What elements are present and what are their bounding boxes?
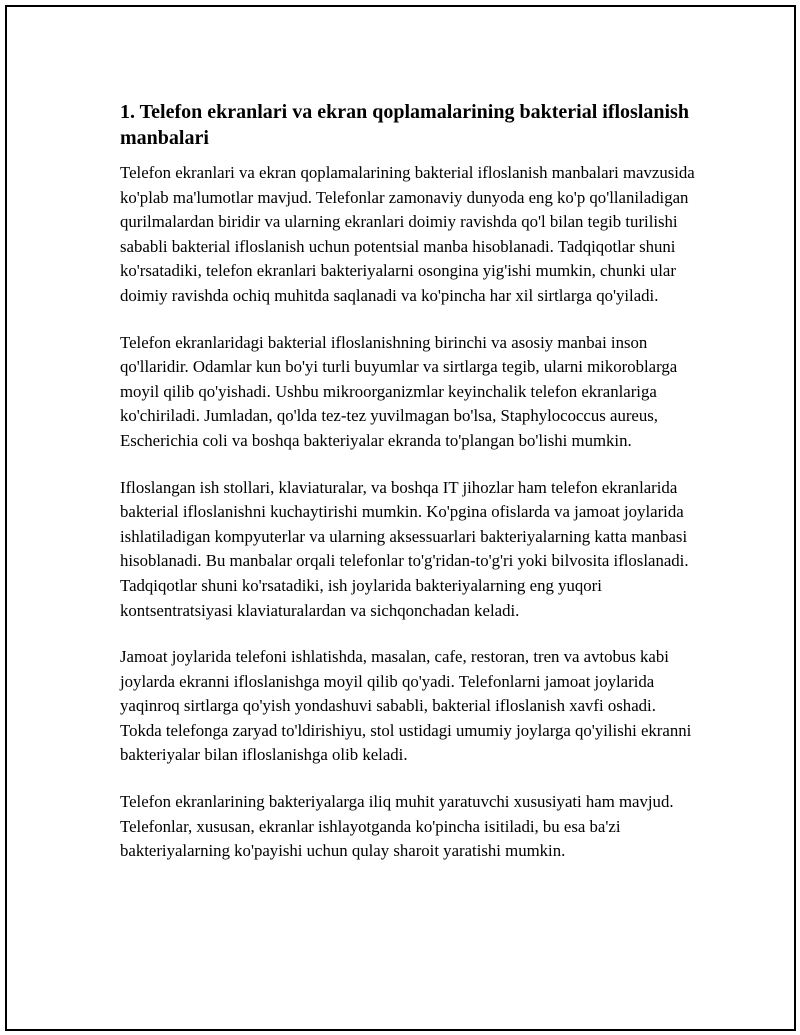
paragraph-4: Jamoat joylarida telefoni ishlatishda, masalan, cafe, restoran, tren va avtobus kabi joylarda ekranni ifloslanishga moyil qilib qo'yadi. Telefonlarni jamoat joylarida yaqinroq sirtlarga qo'yish yondashuvi sababli, bakterial ifloslanish xavfi oshadi. Tokda telefonga zaryad to'ldirishiyu, stol ustidagi umumiy joylarga qo'yilishi ekranni bakteriyalar bilan ifloslanishga olib keladi.	[120, 647, 692, 765]
paragraph-2: Telefon ekranlaridagi bakterial ifloslanishning birinchi va asosiy manbai inson qo'llaridir. Odamlar kun bo'yi turli buyumlar va sirtlarga tegib, ularni mikoroblarga moyil qilib qo'yishadi. Ushbu mikroorganizmlar keyinchalik telefon ekranlariga ko'chiriladi. Jumladan, qo'lda tez-tez yuvilmagan bo'lsa, Staphylococcus aureus, Escherichia coli va boshqa bakteriyalar ekranda to'plangan bo'lishi mumkin.	[120, 332, 678, 450]
section-heading: 1. Telefon ekranlari va ekran qoplamalarining bakterial ifloslanish manbalari	[120, 101, 689, 149]
page-frame	[5, 5, 796, 1031]
paragraph-5: Telefon ekranlarining bakteriyalarga iliq muhit yaratuvchi xususiyati ham mavjud. Telefonlar, xususan, ekranlar ishlayotganda ko'pincha isitiladi, bu esa ba'zi bakteriyalarning ko'payishi uchun qulay sharoit yaratishi mumkin.	[120, 792, 674, 861]
paragraph-3: Ifloslangan ish stollari, klaviaturalar, va boshqa IT jihozlar ham telefon ekranlarida bakterial ifloslanishni kuchaytirishi mumkin. Ko'pgina ofislarda va jamoat joylarida ishlatiladigan kompyuterlar va ularning aksessuarlari bakteriyalarning katta manbasi hisoblanadi. Bu manbalar orqali telefonlar to'g'ridan-to'g'ri yoki bilvosita ifloslanadi. Tadqiqotlar shuni ko'rsatadiki, ish joylarida bakteriyalarning eng yuqori kontsentratsiyasi klaviaturalardan va sichqonchadan keladi.	[120, 477, 689, 620]
paragraph-1: Telefon ekranlari va ekran qoplamalarining bakterial ifloslanish manbalari mavzusida ko'plab ma'lumotlar mavjud. Telefonlar zamonaviy dunyoda eng ko'p qo'llaniladigan qurilmalardan biridir va ularning ekranlari doimiy ravishda qo'l bilan tegib turilishi sababli bakterial ifloslanish uchun potentsial manba hisoblanadi. Tadqiqotlar shuni ko'rsatadiki, telefon ekranlari bakteriyalarni osongina yig'ishi mumkin, chunki ular doimiy ravishda ochiq muhitda saqlanadi va ko'pincha har xil sirtlarga qo'yiladi.	[120, 163, 695, 305]
document-body	[120, 99, 700, 886]
